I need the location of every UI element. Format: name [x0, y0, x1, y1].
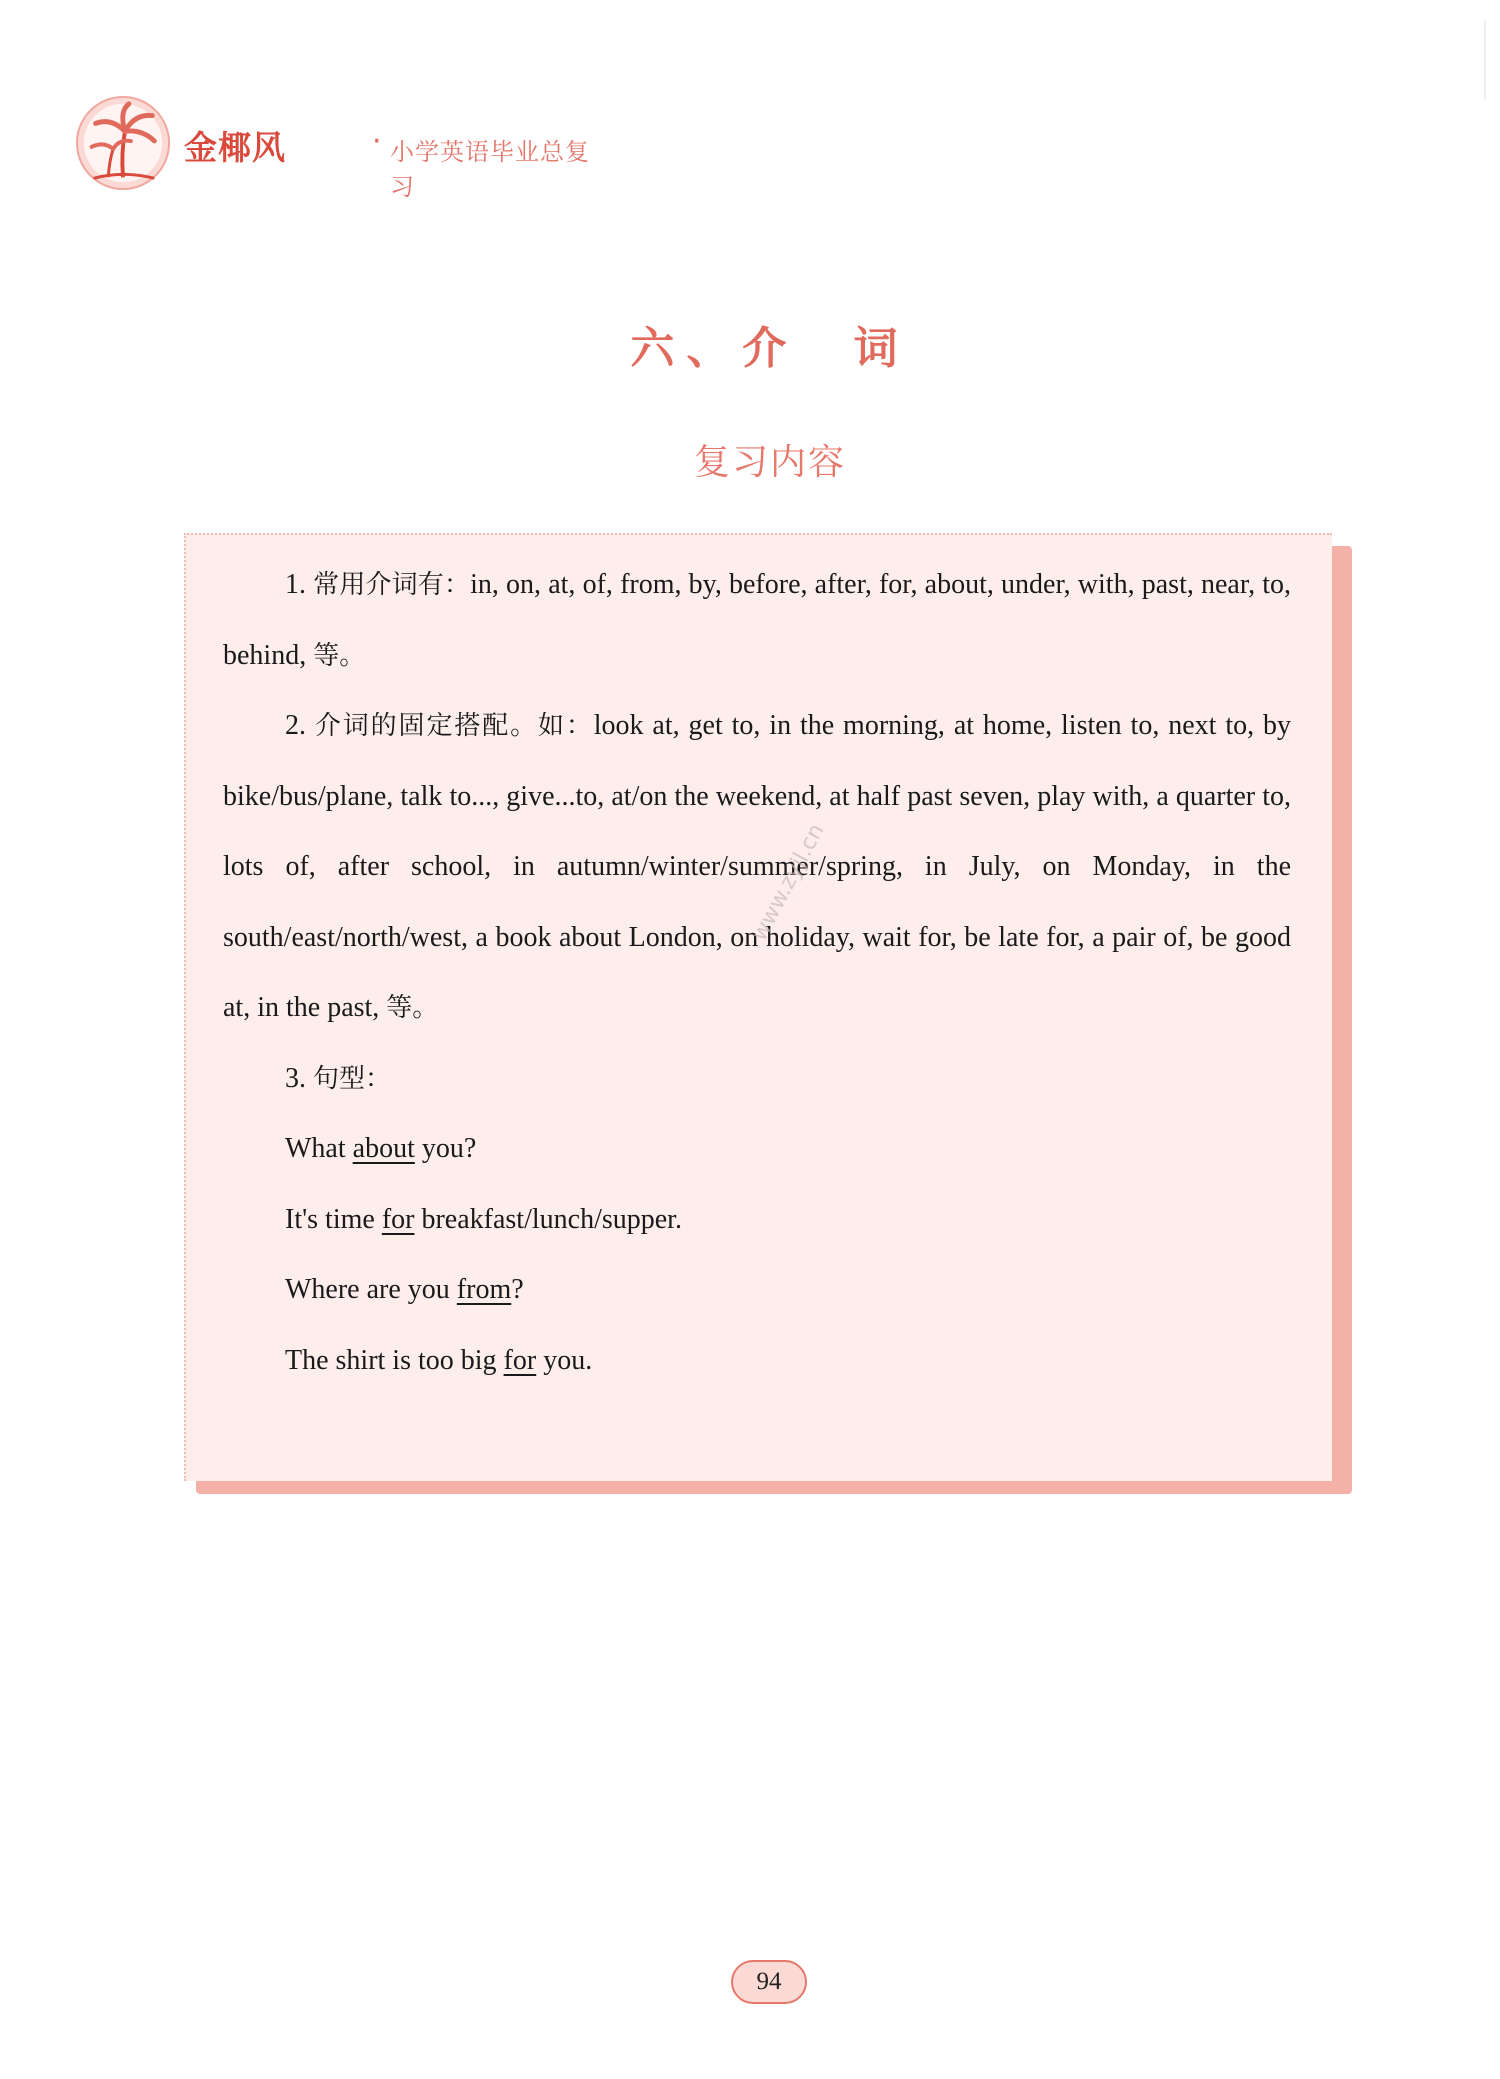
palm-tree-logo-icon: [74, 94, 172, 192]
watermark: www.zyjl.cn: [747, 819, 830, 946]
book-subtitle: 小学英语毕业总复习: [390, 138, 590, 201]
sentence-line: [223, 1114, 1291, 1185]
item-sentence-patterns: [223, 1044, 1291, 1115]
item-number: 1.: [285, 569, 306, 600]
sentence-preposition: for: [381, 1203, 415, 1235]
item-common-prepositions: [223, 550, 1291, 691]
sentence-after: you?: [421, 1133, 477, 1164]
section-title: 复习内容: [693, 442, 846, 483]
item-end: 等。: [313, 640, 366, 671]
sentence-before: Where are you: [285, 1274, 450, 1305]
sentence-before: What: [285, 1133, 346, 1164]
brand-separator: ·: [372, 124, 382, 159]
item-text: look at, get to, in the morning, at home, listen to, next to, by bike/bus/plane, talk to..., give...to, at/on the weekend, at half past seven, play with, a quarter to, lots of, after school, in autumn/winter/summer/spring, in July, on Monday, in the south/east/north/west, a book about London, on holiday, wait for, be late for, a pair of, be good at, in the past,: [223, 710, 1291, 1023]
sentence-before: It's time: [285, 1203, 375, 1235]
sentence-after: ?: [511, 1274, 524, 1305]
sentence-after: breakfast/lunch/supper.: [421, 1203, 682, 1235]
sentence-before: The shirt is too big: [285, 1344, 497, 1376]
item-number: 2.: [285, 710, 306, 741]
item-label: 介词的固定搭配。如：: [314, 711, 594, 741]
sentence-preposition: about: [352, 1133, 415, 1164]
page-edge: [1484, 20, 1486, 100]
item-end: 等。: [386, 993, 439, 1023]
item-number: 3.: [285, 1062, 306, 1094]
sentence-line: [223, 1255, 1291, 1326]
item-label: 常用介词有：: [313, 570, 471, 600]
item-label: 句型：: [313, 1063, 392, 1094]
page-header: [74, 92, 594, 201]
chapter-title: 六、介 词: [630, 323, 910, 374]
sentence-preposition: for: [503, 1344, 537, 1376]
sentence-line: [223, 1185, 1291, 1256]
sentence-after: you.: [543, 1344, 593, 1376]
item-text: in, on, at, of, from, by, before, after, for, about, under, with, past, near, to, behind,: [223, 569, 1292, 671]
sentence-preposition: from: [456, 1274, 512, 1305]
page-number: 94: [731, 1960, 807, 2004]
brand-name: 金椰风: [184, 128, 286, 167]
review-content: [223, 550, 1291, 1396]
item-fixed-collocations: [223, 691, 1291, 1044]
sentence-line: [223, 1326, 1291, 1397]
